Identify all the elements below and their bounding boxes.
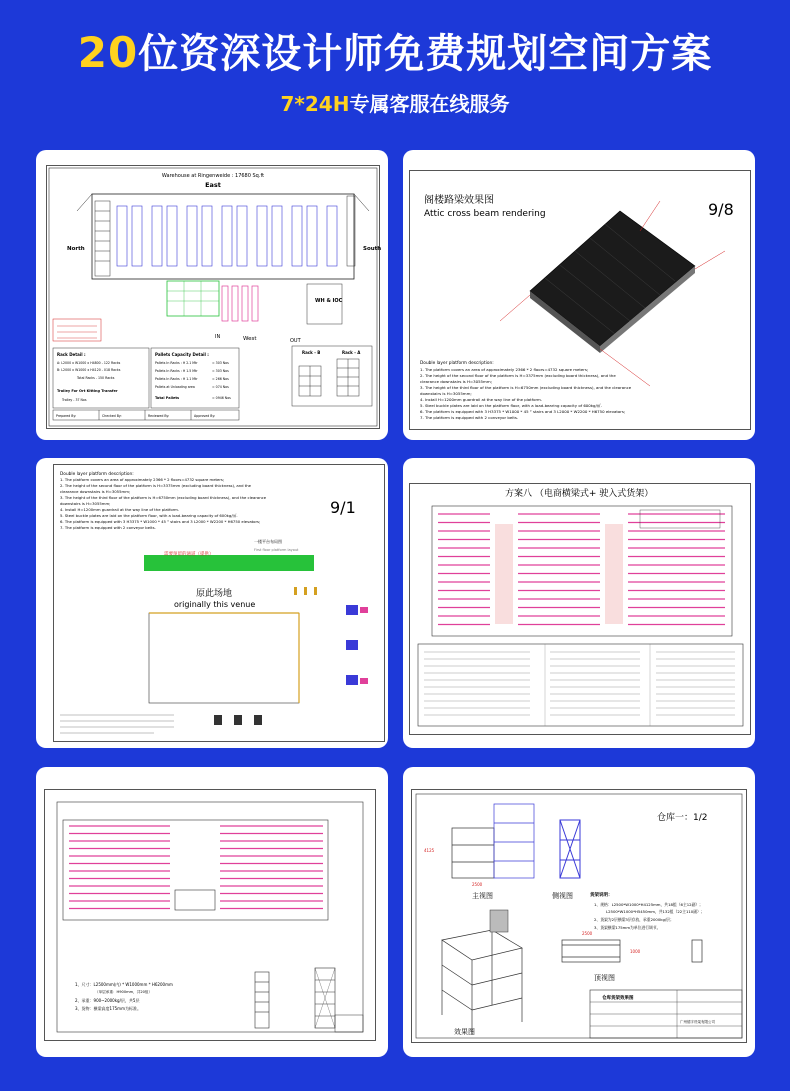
- effect-view-label: 效果图: [454, 1028, 475, 1036]
- pallets-row-1: Pallets In Racks : H 2.1 Mtr: [155, 361, 198, 365]
- title-block-company: 广州德宇货架有限公司: [680, 1020, 715, 1024]
- attic-desc-line: downstairs is H=3055mm;: [420, 391, 472, 396]
- pallets-capacity-heading: Pallets Capacity Detail :: [155, 352, 209, 357]
- headline-text: 位资深设计师免费规划空间方案: [138, 31, 713, 77]
- platform-desc-line: 4. Install H=1200mm guardrail at the way line of the platform.: [60, 507, 180, 512]
- platform-drawing: [54, 465, 384, 741]
- top-view-label: 顶视图: [594, 974, 615, 982]
- spec-heading: 货架说明：: [590, 893, 613, 898]
- platform-desc-title: Double layer platform description:: [60, 472, 134, 477]
- spec-line-1: 1、规格：L2500*W1000*H4125mm，共18组（6主12副）；: [594, 902, 703, 907]
- scheme-title: 方案八 （电商横梁式+ 驶入式货架）: [505, 489, 654, 499]
- trolley-count: Trolley - 37 Nos: [62, 398, 87, 402]
- rack-b-view-label: Rack - B: [302, 350, 321, 355]
- pallets-row-3: Pallets In Racks : H 1.1 Mtr: [155, 377, 198, 381]
- pallets-row-4: Pallets at Unloading area: [155, 385, 195, 389]
- north-label: North: [67, 246, 85, 252]
- platform-desc-line: 3. The height of the third floor of the platform is H=6750mm (excluding board thickness), and the clearance: [60, 495, 267, 500]
- west-label: West: [243, 336, 257, 342]
- dim-4125: 4125: [424, 848, 435, 853]
- scheme-drawing: [410, 484, 750, 734]
- rack-plan-drawing: [45, 790, 375, 1040]
- warehouse-drawing: [47, 166, 382, 428]
- pallets-row-2-value: = 303 Nos: [212, 369, 229, 373]
- reviewed-by: Reviewed By:: [148, 414, 170, 418]
- attic-desc-line: 1. The platform covers an area of approximately 2366 * 2 floors=4732 square meters;: [420, 367, 589, 372]
- pallets-row-4-value: = 074 Nos: [212, 385, 229, 389]
- attic-title-cn: 阁楼路梁效果图: [424, 195, 494, 206]
- headline-number: 20: [77, 28, 139, 77]
- attic-desc-line: clearance downstairs is H=3055mm;: [420, 379, 492, 384]
- side-view-label: 侧视图: [552, 892, 573, 900]
- attic-desc-line: 6. The platform is equipped with 3 H3375 * W1000 * 45 ° stairs and 3 L2000 * W2200 * H6750 elevators;: [420, 409, 626, 414]
- drawing-sheet: [409, 483, 751, 735]
- rack-views-drawing: [412, 790, 746, 1042]
- platform-page-number: 9/1: [330, 498, 356, 517]
- platform-desc-line: 2. The height of the second floor of the platform is H=3375mm (excluding board thickness), and the: [60, 483, 252, 488]
- platform-desc-line: clearance downstairs is H=3055mm;: [60, 489, 131, 494]
- dim-2500-top: 2500: [582, 931, 593, 936]
- attic-page-number: 9/8: [708, 200, 734, 219]
- trolley-heading: Trolley For Ort Kitting Transfer: [57, 389, 118, 393]
- rack-note-1: 1、尺寸：L2500mm(内) * W1000mm * H6200mm: [75, 982, 173, 987]
- card-scheme-eight: [403, 458, 755, 748]
- venue-label-en: originally this venue: [174, 600, 256, 609]
- spec-line-3: 3、货架横梁175mm为单位进行调节。: [594, 925, 661, 930]
- subheadline-highlight: 7*24H: [280, 92, 350, 116]
- spec-line-1b: L2500*W1000*H5450mm，共132组（22主110副）；: [606, 909, 705, 914]
- attic-title-en: Attic cross beam rendering: [424, 209, 546, 219]
- wh-ioc-label: WH & IOC: [315, 298, 343, 304]
- platform-desc-line: 7. The platform is equipped with 2 conveyor belts.: [60, 525, 156, 530]
- drawing-sheet: [44, 789, 376, 1041]
- attic-desc-line: 7. The platform is equipped with 2 conveyor belts.: [420, 415, 519, 420]
- reserved-aisle-strip: [144, 555, 314, 571]
- pallets-row-1-value: = 303 Nos: [212, 361, 229, 365]
- attic-desc-line: 5. Steel buckle plates are laid on the platform floor, with a load-bearing capacity of 600kg/㎡.: [420, 403, 602, 408]
- platform-desc-line: downstairs is H=3055mm;: [60, 501, 111, 506]
- card-rack-views: [403, 767, 755, 1057]
- spec-line-2: 2、货架为2层横梁3层存放，承重2000kg/层；: [594, 917, 674, 922]
- attic-drawing: [410, 171, 750, 429]
- in-label: IN: [215, 334, 221, 340]
- total-pallets: Total Pallets: [155, 396, 180, 400]
- dim-2500: 2500: [472, 882, 483, 887]
- attic-desc-title: Double layer platform description:: [420, 361, 494, 366]
- warehouse-title: Warehouse at Ringenweide : 17680 Sq.ft: [161, 173, 265, 179]
- drawing-sheet: [411, 789, 747, 1043]
- attic-desc-line: 4. Install H=1200mm guardrail at the way line of the platform.: [420, 397, 543, 402]
- top-plan-label-en: First floor platform layout: [254, 548, 299, 552]
- pallets-row-3-value: = 266 Nos: [212, 377, 229, 381]
- card-platform-plan: [36, 458, 388, 748]
- prepared-by: Prepared By:: [56, 414, 77, 418]
- rack-b-detail: B: L2000 x W1000 x H4120 - 018 Racks: [57, 368, 121, 372]
- rack-a-view-label: Rack - A: [342, 350, 361, 355]
- rack-note-1b: （单层承重：H900mm，共20组）: [95, 990, 153, 994]
- checked-by: Checked By:: [102, 414, 122, 418]
- title-block-name: 仓库货架效果图: [602, 996, 634, 1001]
- drawing-sheet: [53, 464, 385, 742]
- reserved-aisle-label: 需要预留的通道（提供）: [164, 552, 214, 557]
- platform-desc-line: 5. Steel buckle plates are laid on the platform floor, with a load-bearing capacity of 600kg/㎡.: [60, 513, 238, 518]
- total-pallets-value: = 0946 Nos: [212, 396, 231, 400]
- east-label: East: [205, 181, 221, 189]
- platform-desc-line: 1. The platform covers an area of approximately 2366 * 2 floors=4732 square meters;: [60, 477, 225, 482]
- rack-note-2: 2、承重：900~2000kg/层，共5层: [75, 998, 140, 1003]
- attic-desc-line: 2. The height of the second floor of the platform is H=3375mm (excluding board thickness), and the: [420, 373, 616, 378]
- rack-detail-heading: Rack Detail :: [57, 352, 86, 357]
- out-label: OUT: [290, 338, 301, 344]
- south-label: South: [363, 246, 382, 252]
- attic-desc-line: 3. The height of the third floor of the platform is H=6750mm (excluding board thickness), and the clearance: [420, 385, 632, 390]
- total-racks: Total Racks - 150 Racks: [77, 376, 115, 380]
- platform-desc-line: 6. The platform is equipped with 3 H3375 * W1000 * 45 ° stairs and 3 L2000 * W2200 * H6750 elevators;: [60, 519, 261, 524]
- drawing-sheet: [46, 165, 380, 429]
- card-warehouse-layout: [36, 150, 388, 440]
- rack-note-3: 3、货物：横梁高度175mm为标准。: [75, 1006, 141, 1011]
- card-rack-plan: [36, 767, 388, 1057]
- venue-label-cn: 原此场地: [196, 589, 233, 599]
- top-plan-label: 一楼平台布局图: [254, 539, 282, 544]
- approved-by: Approved By:: [194, 414, 216, 418]
- pallets-row-2: Pallets In Racks : H 1.5 Mtr: [155, 369, 198, 373]
- headline: [0, 22, 790, 79]
- subheadline-text: 专属客服在线服务: [349, 92, 510, 116]
- warehouse-sheet-title: 仓库一：1/2: [657, 813, 708, 823]
- main-view-label: 主视图: [472, 892, 493, 900]
- card-attic-rendering: [403, 150, 755, 440]
- dim-1000: 1000: [630, 949, 641, 954]
- rack-a-detail: A: L2000 x W1000 x H4800 - 122 Racks: [57, 361, 121, 365]
- subheadline: [0, 88, 790, 117]
- drawing-sheet: [409, 170, 751, 430]
